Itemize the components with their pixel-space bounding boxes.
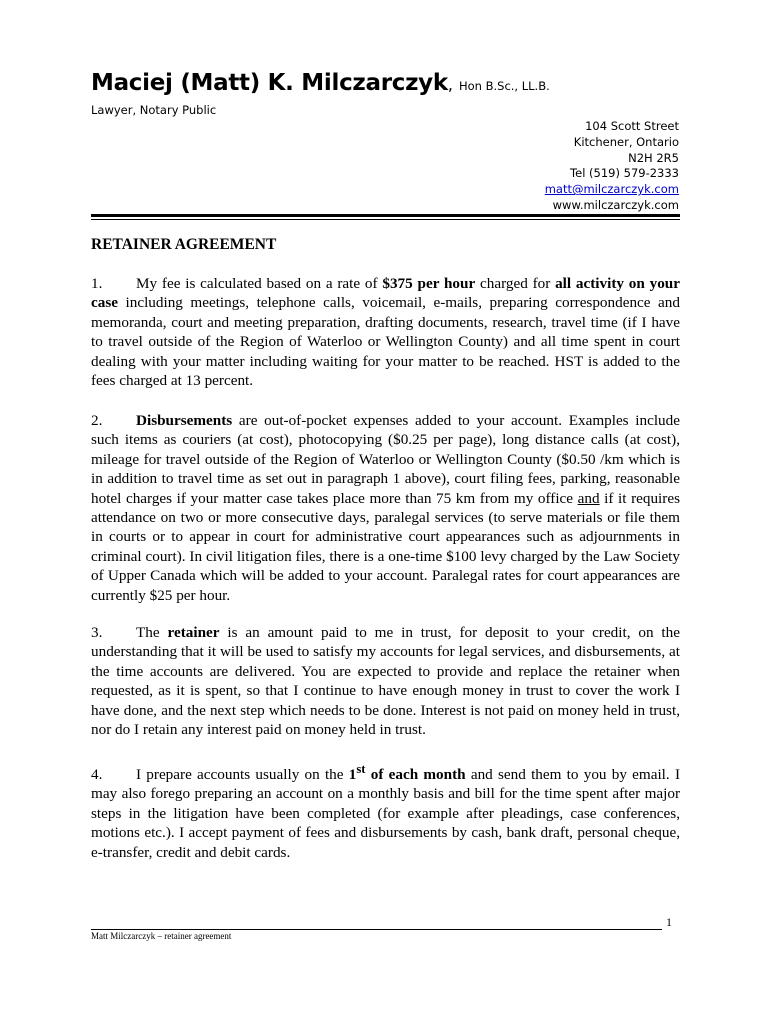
address-postal: N2H 2R5 <box>628 150 679 165</box>
letterhead-name <box>91 70 550 96</box>
paragraph-number: 3. <box>91 624 103 641</box>
text-run: of each month <box>365 766 466 784</box>
page-number: 1 <box>666 915 672 929</box>
text-run: is an amount paid to me in trust, for deposit to your credit, on the understanding that it will be used to satisfy my accounts for legal services, and disbursements, at the time accounts are delivered. You are expected to provide and replace the retainer when requested, as it is spent, so that I continue to have enough money in trust to cover the work I have done, and the next step which needs to be done. Interest is not paid on money held in trust, nor do I retain any interest paid on money held in trust. <box>91 624 680 739</box>
paragraph-3 <box>91 623 680 739</box>
footer-rule <box>91 929 662 930</box>
emphasis: Disbursements <box>136 412 233 429</box>
document-title: RETAINER AGREEMENT <box>91 236 277 253</box>
address-city: Kitchener, Ontario <box>573 134 679 149</box>
text-run: I prepare accounts usually on the <box>136 766 349 784</box>
website-text: www.milczarczyk.com <box>552 197 679 212</box>
text-run: My fee is calculated based on a rate of <box>136 275 383 292</box>
address-block <box>545 119 679 214</box>
paragraph-number: 2. <box>91 412 103 429</box>
emphasis: retainer <box>167 624 220 641</box>
underlined-word: and <box>577 489 600 507</box>
emphasis: all activity on your case <box>91 275 680 312</box>
footer-text: Matt Milczarczyk – retainer agreement <box>91 931 232 941</box>
header-rule-thin <box>91 219 680 220</box>
paragraph-2 <box>91 411 680 605</box>
header-rule-thick <box>91 214 680 217</box>
lawyer-credentials: Hon B.Sc., LL.B. <box>458 79 550 93</box>
address-tel: Tel (519) 579-2333 <box>570 166 679 181</box>
text-run: including meetings, telephone calls, voicemail, e-mails, preparing correspondence and memoranda, court and meeting preparation, drafting documents, research, travel time (if I have to travel outside of the Region of Waterloo or Wellington County) and all time spent in court dealing with your matter including waiting for your matter to be reached. HST is added to the fees charged at 13 percent. <box>91 294 680 390</box>
hourly-rate: $375 per hour <box>382 275 476 292</box>
text-run: and send them to you by email. I may also forego preparing an account on a monthly basis and bill for the time spent after major steps in the litigation have been completed (for example after pleadings, case conferences, motions etc.). I accept payment of fees and disbursements by cash, bank draft, personal cheque, e-transfer, credit and debit cards. <box>91 766 680 861</box>
email-link[interactable]: matt@milczarczyk.com <box>544 182 679 197</box>
lawyer-name: Maciej (Matt) K. Milczarczyk <box>91 70 448 96</box>
name-comma: , <box>447 75 453 94</box>
paragraph-4 <box>91 760 680 862</box>
paragraph-number: 4. <box>91 766 103 784</box>
lawyer-title: Lawyer, Notary Public <box>91 103 217 117</box>
paragraph-number: 1. <box>91 275 103 292</box>
superscript: st <box>356 762 366 776</box>
paragraph-1 <box>91 274 680 390</box>
text-run: if it requires attendance on two or more consecutive days, paralegal services (to serve materials or file them in courts or to appear in court for administrative court appearances such as adjournments in criminal court). In civil litigation files, there is a one-time $100 levy charged by the Law Society of Upper Canada which will be added to your account. Paralegal rates for court appearances are currently $25 per hour. <box>91 489 680 604</box>
emphasis <box>348 762 466 784</box>
text-run: charged for <box>475 275 556 292</box>
text-run: The <box>136 624 168 641</box>
text-run: 1 <box>348 766 357 784</box>
address-street: 104 Scott Street <box>585 119 679 133</box>
text-run: are out-of-pocket expenses added to your account. Examples include such items as couriers (at cost), photocopying ($0.25 per page), long distance calls (at cost), mileage for travel outside of the Region of Waterloo or Wellington County ($0.50 /km which is in addition to travel time as set out in paragraph 1 above), court filing fees, parking, reasonable hotel charges if your matter case takes place more than 75 km from my office <box>91 412 680 507</box>
